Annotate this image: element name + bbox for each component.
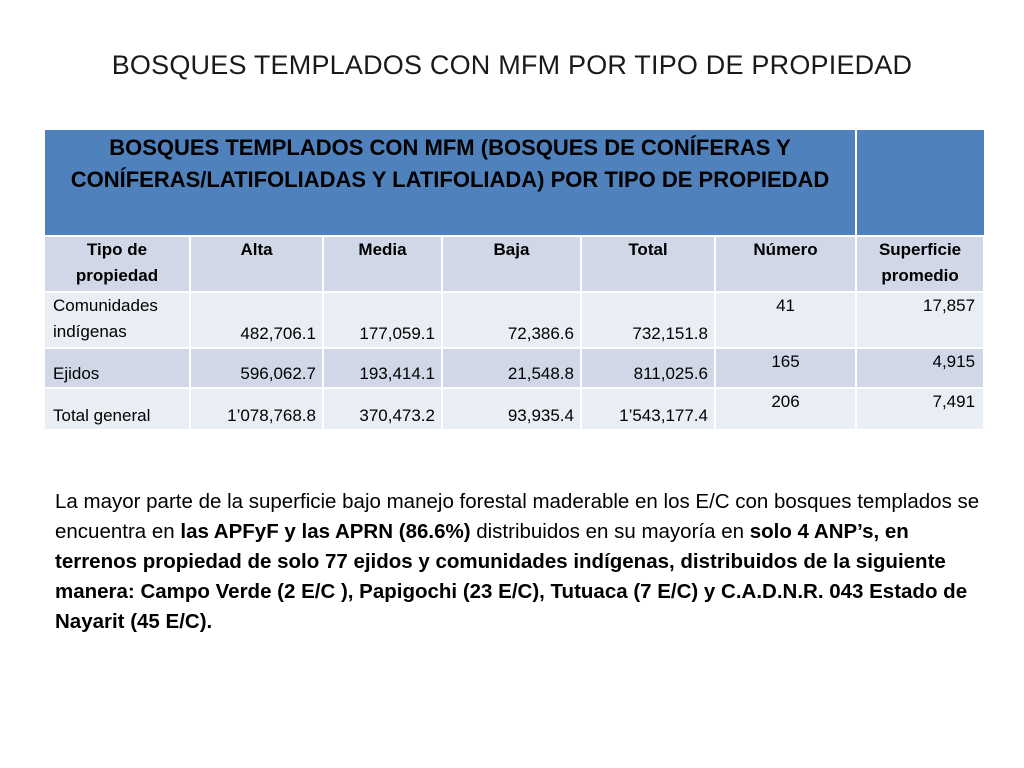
cell-superficie: 17,857 — [856, 292, 984, 348]
cell-alta: 1’078,768.8 — [190, 388, 323, 430]
table-row — [45, 292, 984, 348]
cell-tipo: Total general — [45, 388, 190, 430]
cell-total: 732,151.8 — [581, 292, 715, 348]
slide-title: BOSQUES TEMPLADOS CON MFM POR TIPO DE PROPIEDAD — [111, 50, 913, 80]
cell-baja: 93,935.4 — [442, 388, 581, 430]
paragraph-part-1: La mayor parte de la superficie bajo manejo forestal maderable en los E/C con bosques templados se encuentra en — [55, 490, 980, 543]
col-header-alta: Alta — [190, 236, 323, 292]
column-header-row — [45, 236, 984, 292]
cell-numero: 41 — [715, 292, 856, 348]
col-header-tipo: Tipo de propiedad — [45, 236, 190, 292]
col-header-superficie: Superficie promedio — [856, 236, 984, 292]
cell-alta: 482,706.1 — [190, 292, 323, 348]
table-heading-row — [45, 130, 984, 236]
data-table — [45, 130, 985, 431]
cell-media: 193,414.1 — [323, 348, 442, 388]
cell-baja: 21,548.8 — [442, 348, 581, 388]
col-header-total: Total — [581, 236, 715, 292]
col-header-media: Media — [323, 236, 442, 292]
cell-numero: 206 — [715, 388, 856, 430]
cell-alta: 596,062.7 — [190, 348, 323, 388]
cell-tipo: Ejidos — [45, 348, 190, 388]
table-row — [45, 388, 984, 430]
paragraph-part-4-bold: solo 4 ANP’s, en terrenos propiedad de solo 77 ejidos y comunidades indígenas, distribuidos de la siguiente manera: Campo Verde (2 E/C ), Papigochi (23 E/C), Tutuaca (7 E/C) y C.A.D.N.R. 043 Estado de Nayarit (45 E/C). — [55, 520, 968, 633]
cell-media: 177,059.1 — [323, 292, 442, 348]
cell-tipo: Comunidades indígenas — [45, 292, 190, 348]
col-header-numero: Número — [715, 236, 856, 292]
cell-superficie: 4,915 — [856, 348, 984, 388]
col-header-baja: Baja — [442, 236, 581, 292]
table-row — [45, 348, 984, 388]
cell-numero: 165 — [715, 348, 856, 388]
paragraph-part-3: distribuidos en su mayoría en — [470, 520, 750, 543]
summary-paragraph — [55, 487, 980, 637]
table-heading-blank — [856, 130, 984, 236]
cell-superficie: 7,491 — [856, 388, 984, 430]
paragraph-part-2-bold: las APFyF y las APRN (86.6%) — [180, 520, 471, 543]
cell-total: 1’543,177.4 — [581, 388, 715, 430]
table-heading: BOSQUES TEMPLADOS CON MFM (BOSQUES DE CONÍFERAS Y CONÍFERAS/LATIFOLIADAS Y LATIFOLIADA) POR TIPO DE PROPIEDAD — [45, 130, 856, 236]
cell-media: 370,473.2 — [323, 388, 442, 430]
cell-total: 811,025.6 — [581, 348, 715, 388]
cell-baja: 72,386.6 — [442, 292, 581, 348]
